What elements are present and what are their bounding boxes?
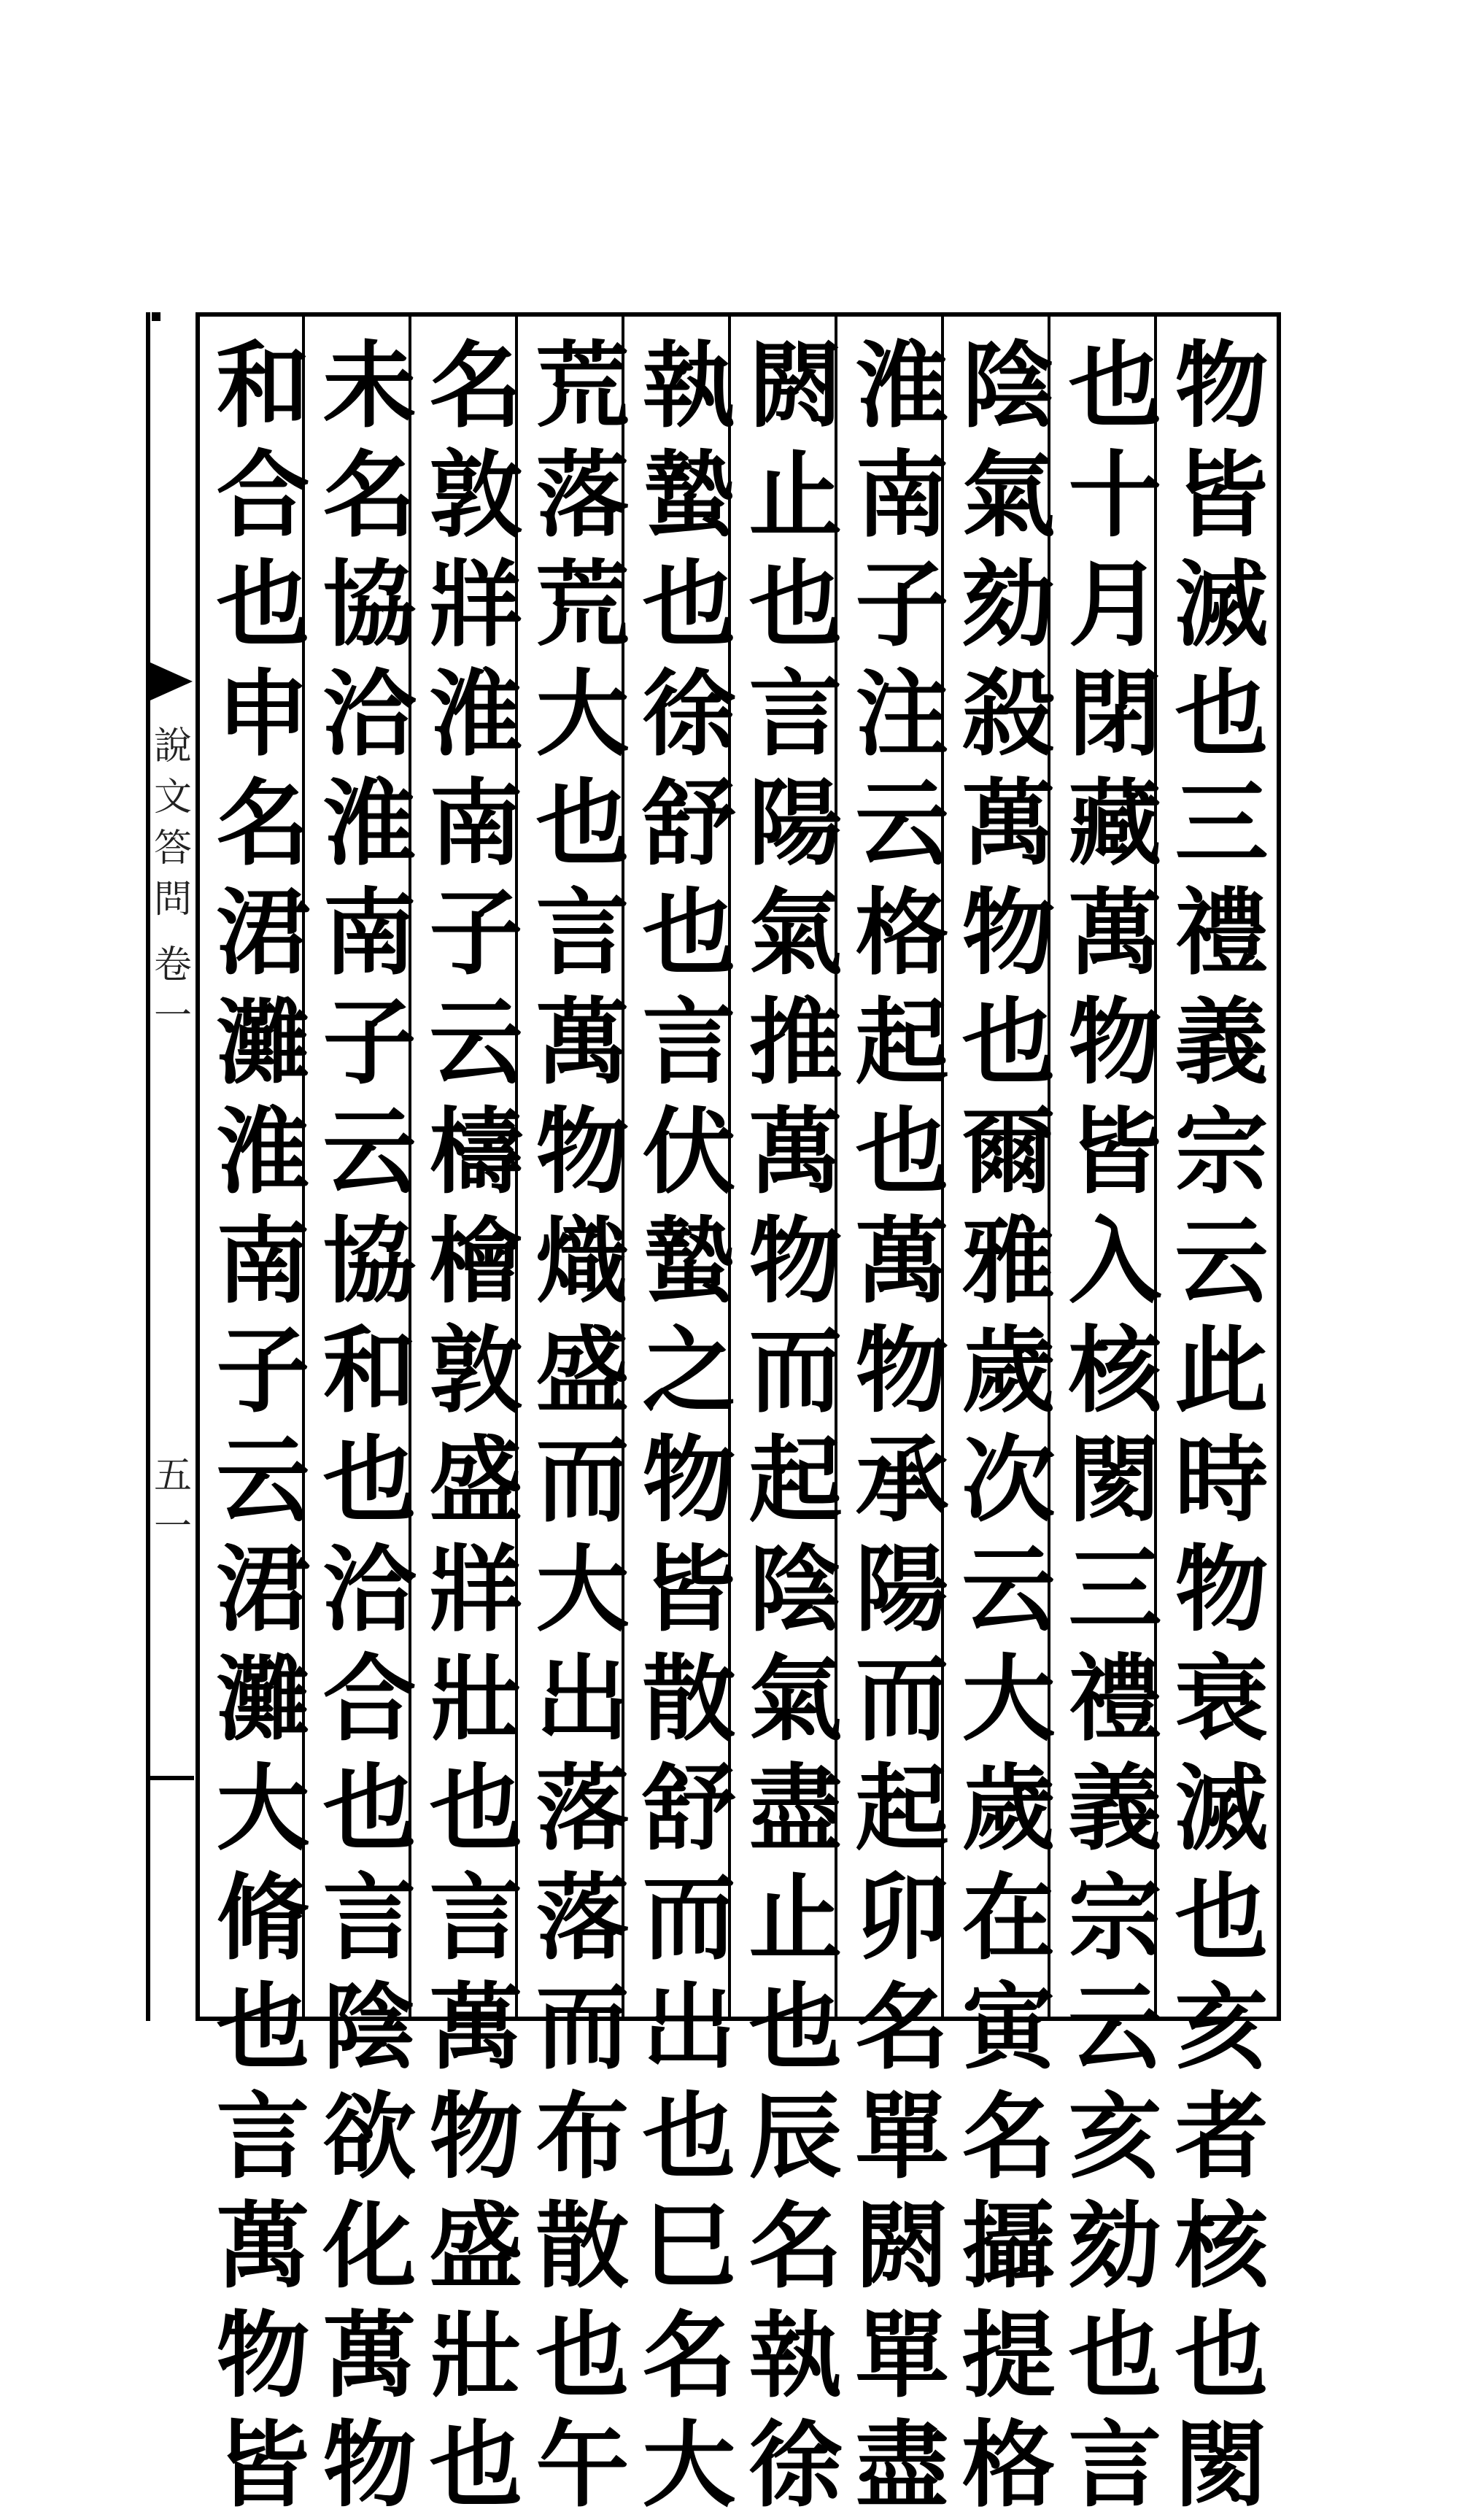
text-character: 洽 [322,660,417,769]
text-character: 申 [216,660,310,769]
text-character: 大 [642,2411,736,2520]
fold-juan [154,940,192,1042]
text-character: 歲 [961,1754,1056,1863]
text-character: 言 [535,878,630,988]
text-character: 閡 [1174,2411,1269,2520]
text-column-10 [203,331,323,2520]
text-column-5 [735,331,856,2520]
text-character: 落 [535,441,630,550]
text-character: 者 [1174,2082,1269,2192]
text-character: 閼 [855,2192,949,2301]
text-character: 蟄 [642,1207,736,1316]
text-character: 檮 [429,1097,523,1207]
text-character: 出 [535,1644,630,1754]
text-character: 陰 [322,1973,417,2082]
text-character: 入 [1068,1207,1162,1316]
fold-edge-line [146,312,150,2021]
text-character: 皆 [642,1535,736,1644]
text-character: 云 [1174,1207,1269,1316]
text-character: 皆 [216,2411,310,2520]
text-column-1 [1161,331,1282,2520]
text-character: 萬 [535,988,630,1097]
text-character: 伏 [642,1097,736,1207]
text-character: 云 [961,1535,1056,1644]
text-character: 物 [429,2082,523,2192]
text-character: 物 [961,878,1056,988]
text-character: 物 [855,1316,949,1426]
text-character: 萬 [1068,878,1162,988]
text-character: 氣 [961,441,1056,550]
text-character: 壯 [429,1644,523,1754]
text-character: 陰 [961,331,1056,441]
text-character: 涒 [216,878,310,988]
text-character: 格 [961,2411,1056,2520]
text-character: 名 [642,2301,736,2411]
text-character: 也 [1068,331,1162,441]
text-character: 十 [1068,441,1162,550]
text-character: 殺 [961,660,1056,769]
text-character: 云 [216,1426,310,1535]
text-character: 灘 [216,1644,310,1754]
text-character: 灘 [216,988,310,1097]
fold-leaf-number [154,1501,192,1553]
text-character: 協 [322,1207,417,1316]
text-character: 出 [642,1973,736,2082]
text-character: 舒 [642,769,736,878]
text-character: 滅 [1174,1754,1269,1863]
text-character: 午 [535,2411,630,2520]
text-character: 寅 [961,1973,1056,2082]
fold-section [154,1450,192,1501]
text-character: 也 [1174,1863,1269,1973]
text-character: 言 [322,1863,417,1973]
text-character: 禮 [1174,878,1269,988]
text-character: 盛 [429,2192,523,2301]
text-character: 物 [642,1426,736,1535]
text-character: 單 [855,2082,949,2192]
text-character: 萬 [429,1973,523,2082]
text-character: 敦 [429,1316,523,1426]
fold-margin [146,312,196,2021]
text-character: 物 [535,1097,630,1207]
text-character: 閉 [1068,660,1162,769]
text-character: 淮 [429,660,523,769]
text-character: 時 [1174,1426,1269,1535]
text-character: 陽 [748,769,843,878]
text-character: 合 [216,441,310,550]
text-character: 閼 [748,331,843,441]
text-frame [196,312,1281,2520]
text-character: 萬 [961,769,1056,878]
text-character: 亥 [1068,2082,1162,2192]
text-character: 三 [1174,769,1269,878]
text-character: 散 [642,1644,736,1754]
text-character: 亥 [1174,1973,1269,2082]
text-character: 執 [642,331,736,441]
text-character: 而 [642,1863,736,1973]
text-character: 提 [961,2301,1056,2411]
text-character: 劾 [1068,2192,1162,2301]
text-character: 檜 [429,1207,523,1316]
text-character: 也 [855,1097,949,1207]
text-character: 大 [961,1644,1056,1754]
text-character: 也 [216,550,310,660]
text-character: 云 [322,1097,417,1207]
text-column-2 [1055,331,1175,2520]
text-character: 蟄 [642,441,736,550]
text-character: 義 [1068,1754,1162,1863]
text-character: 牂 [429,1535,523,1644]
text-character: 牂 [429,550,523,660]
text-character: 萬 [216,2192,310,2301]
text-character: 子 [429,878,523,988]
text-character: 名 [961,2082,1056,2192]
text-character: 核 [1174,2192,1269,2301]
text-character: 宗 [1174,1097,1269,1207]
text-character: 起 [748,1426,843,1535]
fold-character: 一 [153,1505,192,1549]
text-character: 也 [1174,2301,1269,2411]
text-character: 爾 [961,1097,1056,1207]
text-character: 南 [216,1207,310,1316]
text-character: 子 [322,988,417,1097]
text-character: 也 [1174,660,1269,769]
text-character: 閡 [1068,1426,1162,1535]
text-character: 云 [429,988,523,1097]
text-character: 也 [429,1754,523,1863]
text-character: 脩 [216,1863,310,1973]
text-character: 月 [1068,550,1162,660]
fold-character: 五 [153,1454,192,1498]
text-character: 而 [535,1426,630,1535]
text-character: 執 [748,2301,843,2411]
text-character: 協 [322,550,417,660]
text-character: 子 [855,550,949,660]
text-character: 宗 [1068,1863,1162,1973]
text-character: 物 [1174,1535,1269,1644]
text-character: 壯 [429,2301,523,2411]
text-character: 物 [216,2301,310,2411]
text-character: 藏 [1068,769,1162,878]
text-character: 子 [216,1316,310,1426]
text-character: 欲 [322,2082,417,2192]
text-character: 也 [642,2082,736,2192]
text-character: 而 [748,1316,843,1426]
text-character: 大 [535,1535,630,1644]
text-character: 舒 [642,1754,736,1863]
text-column-4 [842,331,962,2520]
text-character: 格 [855,878,949,988]
text-character: 名 [322,441,417,550]
text-character: 巳 [642,2192,736,2301]
text-character: 萬 [855,1207,949,1316]
text-character: 盛 [535,1316,630,1426]
text-character: 止 [748,441,843,550]
text-character: 也 [216,1973,310,2082]
text-character: 也 [429,2411,523,2520]
fold-character: 文 [153,776,192,819]
text-character: 氣 [748,878,843,988]
text-character: 云 [855,769,949,878]
text-character: 落 [535,1754,630,1863]
text-character: 辰 [748,2082,843,2192]
text-character: 云 [1068,1973,1162,2082]
fish-tail-mark [150,662,193,700]
text-character: 陽 [855,1535,949,1644]
text-character: 義 [1174,988,1269,1097]
text-character: 三 [1068,1535,1162,1644]
text-character: 熾 [535,1207,630,1316]
text-character: 布 [535,2082,630,2192]
text-character: 也 [748,550,843,660]
fold-character: 問 [153,878,192,921]
text-character: 推 [748,988,843,1097]
text-character: 南 [855,441,949,550]
text-column-7 [522,331,643,2520]
text-column-6 [629,331,749,2520]
text-character: 盡 [748,1754,843,1863]
text-character: 萬 [748,1097,843,1207]
text-character: 化 [322,2192,417,2301]
text-character: 陰 [748,1535,843,1644]
text-character: 名 [429,331,523,441]
fold-character: 卷 [153,943,192,987]
text-character: 南 [429,769,523,878]
text-character: 而 [535,1973,630,2082]
text-character: 也 [642,878,736,988]
text-character: 也 [1068,2301,1162,2411]
text-character: 言 [429,1863,523,1973]
text-character: 盛 [429,1426,523,1535]
text-character: 歲 [961,1316,1056,1426]
text-character: 言 [642,988,736,1097]
text-character: 徐 [642,660,736,769]
text-character: 劾 [961,550,1056,660]
text-character: 承 [855,1426,949,1535]
text-character: 言 [216,2082,310,2192]
text-character: 合 [322,1644,417,1754]
text-column-3 [948,331,1069,2520]
text-character: 淮 [216,1097,310,1207]
text-character: 名 [855,1973,949,2082]
text-character: 次 [961,1426,1056,1535]
text-character: 之 [642,1316,736,1426]
text-character: 和 [322,1316,417,1426]
text-character: 攝 [961,2192,1056,2301]
text-character: 大 [535,660,630,769]
text-column-9 [309,331,430,2520]
text-character: 起 [855,1754,949,1863]
text-character: 氣 [748,1644,843,1754]
text-character: 也 [748,1973,843,2082]
text-character: 物 [1068,988,1162,1097]
text-character: 卯 [855,1863,949,1973]
fold-title [154,721,192,925]
text-character: 在 [961,1863,1056,1973]
text-character: 雅 [961,1207,1056,1316]
text-character: 而 [855,1644,949,1754]
text-character: 落 [535,1863,630,1973]
text-character: 核 [1068,1316,1162,1426]
text-column-8 [416,331,536,2520]
text-character: 和 [216,331,310,441]
text-character: 也 [322,1426,417,1535]
text-character: 盡 [855,2411,949,2520]
text-character: 也 [535,769,630,878]
text-character: 也 [535,2301,630,2411]
text-character: 淮 [855,331,949,441]
text-character: 物 [1174,331,1269,441]
text-character: 南 [322,878,417,988]
text-character: 禮 [1068,1644,1162,1754]
text-character: 散 [535,2192,630,2301]
text-character: 單 [855,2301,949,2411]
text-character: 物 [748,1207,843,1316]
text-character: 荒 [535,550,630,660]
text-character: 名 [216,769,310,878]
fold-character: 說 [153,724,192,768]
text-character: 萬 [322,2301,417,2411]
text-character: 止 [748,1863,843,1973]
text-character: 言 [748,660,843,769]
text-character: 言 [1068,2411,1162,2520]
text-character: 物 [322,2411,417,2520]
text-character: 皆 [1174,441,1269,550]
fold-margin-text [153,721,193,2005]
text-character: 大 [216,1754,310,1863]
text-character: 名 [748,2192,843,2301]
text-character: 注 [855,660,949,769]
text-character: 涒 [216,1535,310,1644]
text-character: 也 [961,988,1056,1097]
text-character: 也 [322,1754,417,1863]
text-character: 皆 [1068,1097,1162,1207]
text-character: 也 [642,550,736,660]
text-character: 未 [322,331,417,441]
text-character: 徐 [748,2411,843,2520]
text-character: 敦 [429,441,523,550]
text-character: 此 [1174,1316,1269,1426]
text-character: 滅 [1174,550,1269,660]
text-character: 起 [855,988,949,1097]
text-character: 衰 [1174,1644,1269,1754]
fold-character: 一 [153,994,192,1038]
text-character: 荒 [535,331,630,441]
text-character: 洽 [322,1535,417,1644]
text-character: 淮 [322,769,417,878]
fold-character: 答 [153,827,192,870]
fold-bottom-bar [150,1776,194,1780]
